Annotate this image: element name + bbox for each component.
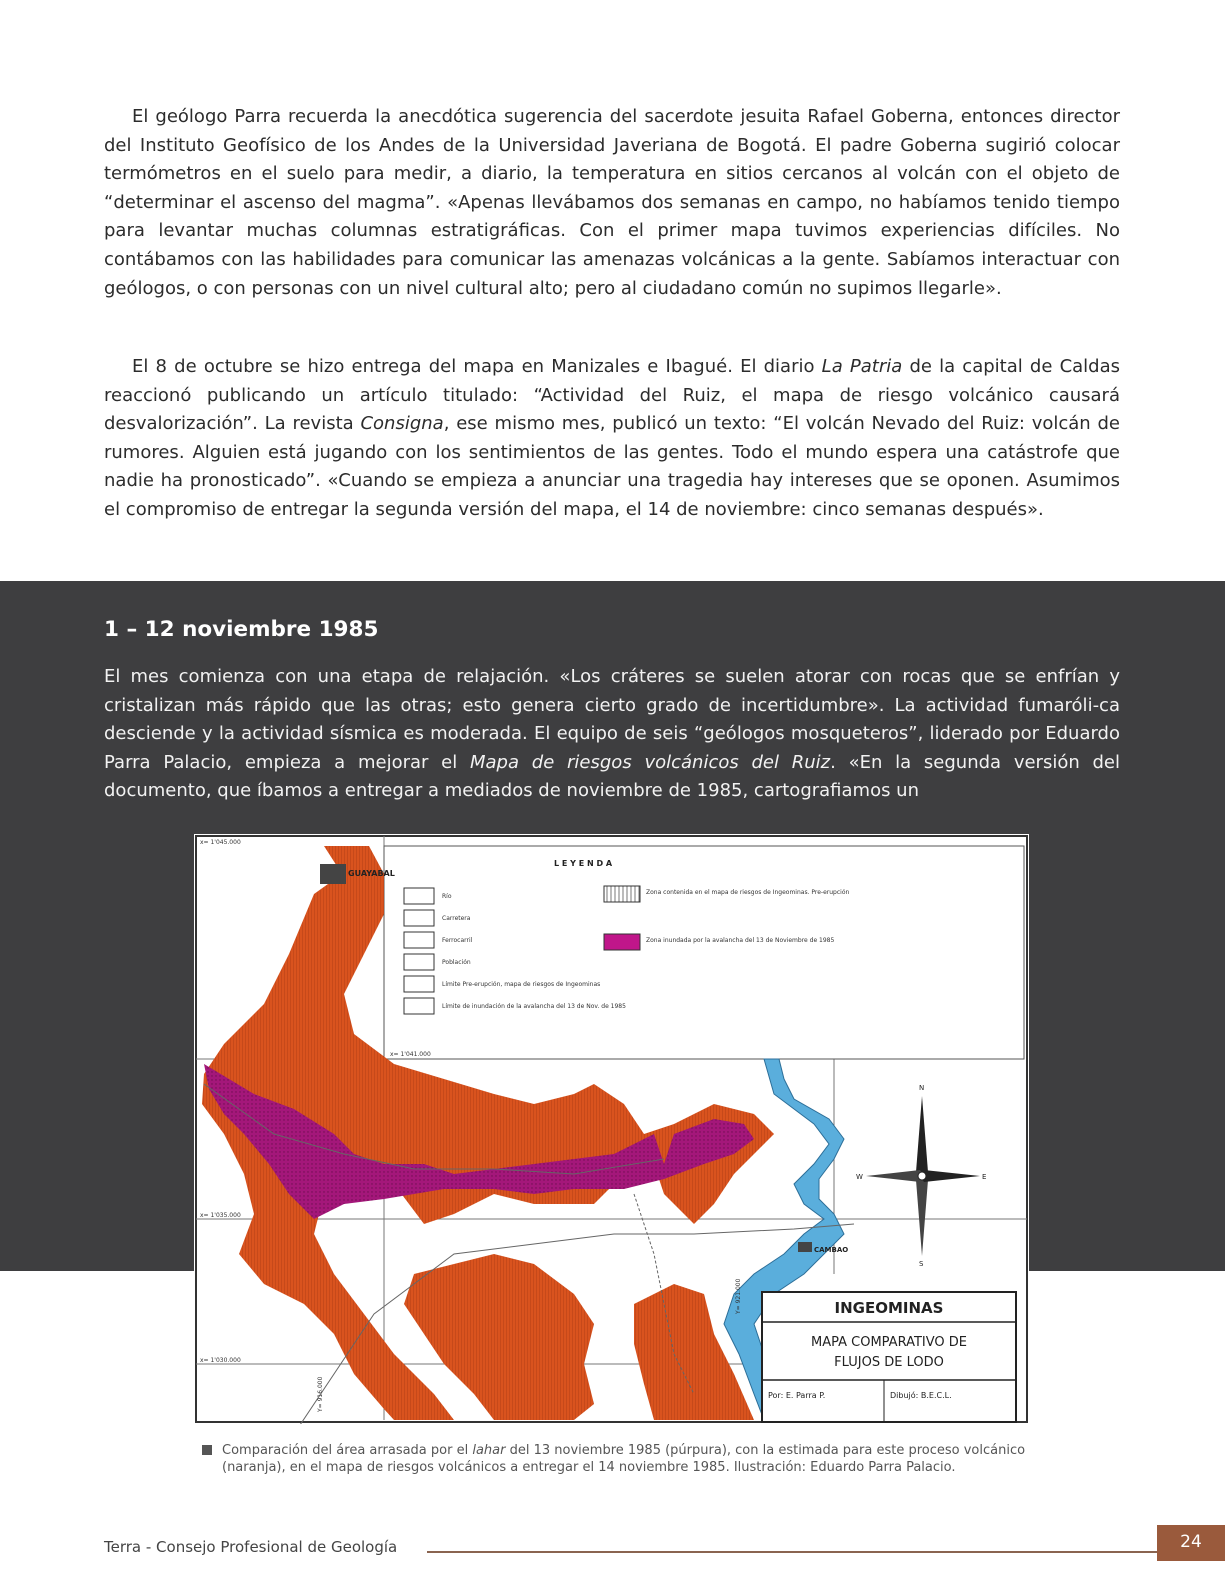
legend-item-river: Río	[442, 893, 452, 900]
map-illustration	[194, 834, 1029, 1424]
coord-label: x= 1'035.000	[200, 1212, 241, 1219]
cambao-town-marker	[798, 1242, 812, 1252]
section-paragraph: El mes comienza con una etapa de relajación. «Los cráteres se suelen atorar con rocas que se enfrían y cristalizan más rápido que las otras; esto genera cierto grado de incertidumbre». La actividad fumaróli-ca desciende y la actividad sísmica es moderada. El equipo de seis “geólogos mosqueteros”, liderado por Eduardo Parra Palacio, empieza a mejorar el Mapa de riesgos volcánicos del Ruiz. «En la segunda versión del documento, que íbamos a entregar a mediados de noviembre de 1985, cartografiamos un	[104, 666, 1120, 802]
title-block-line2: FLUJOS DE LODO	[834, 1355, 944, 1370]
magazine-name: Consigna	[360, 413, 444, 435]
comparative-mudflow-map	[194, 834, 1029, 1424]
coord-label: x= 1'041.000	[390, 1051, 431, 1058]
coord-label: x= 1'030.000	[200, 1357, 241, 1364]
compass-south-label: S	[919, 1260, 924, 1268]
section-heading: 1 – 12 noviembre 1985	[104, 617, 379, 642]
newspaper-name: La Patria	[821, 356, 903, 377]
coord-label: Y= 921.000	[735, 1278, 742, 1314]
legend-zone-pre-eruption: Zona contenida en el mapa de riesgos de Ingeominas. Pre-erupción	[646, 889, 850, 896]
town-label-guayabal: GUAYABAL	[348, 869, 395, 878]
title-block-line1: MAPA COMPARATIVO DE	[811, 1335, 967, 1350]
page-number: 24	[1157, 1525, 1225, 1561]
legend-item-road: Carretera	[442, 915, 471, 922]
title-block-drawn: Dibujó: B.E.C.L.	[890, 1391, 952, 1400]
paragraph-map-delivery: El 8 de octubre se hizo entrega del mapa en Manizales e Ibagué. El diario La Patria de la capital de Caldas reaccionó publicando un artículo titulado: “Actividad del Ruiz, el mapa de riesgo volcánico causará desvalorización”. La revista Consigna, ese mismo mes, publicó un texto: “El volcán Nevado del Ruiz: volcán de rumores. Alguien está jugando con los sentimientos de las gentes. Todo el mundo espera una catástrofe que nadie ha pronosticado”. «Cuando se empieza a anunciar una tragedia hay intereses que se oponen. Asumimos el compromiso de entregar la segunda versión del mapa, el 14 de noviembre: cinco semanas después».	[104, 356, 1121, 520]
legend-item-pre-eruption-limit: Límite Pre-erupción, mapa de riesgos de Ingeominas	[442, 981, 601, 988]
guayabal-town-marker	[320, 864, 346, 884]
town-label-cambao: CAMBAO	[814, 1246, 849, 1254]
compass-north-label: N	[919, 1084, 925, 1092]
title-block-org: INGEOMINAS	[834, 1299, 944, 1317]
coord-label: Y= 916.000	[317, 1376, 324, 1412]
legend-item-railroad: Ferrocarril	[442, 937, 473, 944]
figure-caption: Comparación del área arrasada por el lahar del 13 noviembre 1985 (púrpura), con la estimada para este proceso volcánico (naranja), en el mapa de riesgos volcánicos a entregar el 14 noviembre 1985. Ilustración: Eduardo Parra Palacio.	[202, 1442, 1032, 1476]
title-block-author: Por: E. Parra P.	[768, 1391, 826, 1400]
paragraph-parra-goberna: El geólogo Parra recuerda la anecdótica sugerencia del sacerdote jesuita Rafael Goberna, entonces director del Instituto Geofísico de los Andes de la Universidad Javeriana de Bogotá. El padre Goberna sugirió colocar termómetros en el suelo para medir, a diario, la temperatura en sitios cercanos al volcán con el objeto de “determinar el ascenso del magma”. «Apenas llevábamos dos semanas en campo, no habíamos tenido tiempo para levantar muchas columnas estratigráficas. Con el primer mapa tuvimos experiencias difíciles. No contábamos con las habilidades para comunicar las amenazas volcánicas a la gente. Sabíamos interactuar con geólogos, o con personas con un nivel cultural alto; pero al ciudadano común no supimos llegarle».	[104, 106, 1120, 299]
caption-italic: lahar	[472, 1443, 506, 1458]
caption-bullet-icon	[202, 1445, 212, 1455]
compass-west-label: W	[856, 1173, 863, 1181]
legend-item-flood-limit: Límite de inundación de la avalancha del 13 de Nov. de 1985	[442, 1003, 626, 1010]
footer-publication: Terra - Consejo Profesional de Geología	[104, 1538, 398, 1556]
footer-divider	[427, 1551, 1157, 1553]
map-title-italic: Mapa de riesgos volcánicos del Ruiz	[470, 751, 831, 773]
legend-item-town: Población	[442, 959, 471, 966]
legend-zone-flooded: Zona inundada por la avalancha del 13 de Noviembre de 1985	[646, 937, 835, 944]
legend-title: L E Y E N D A	[554, 859, 613, 868]
compass-east-label: E	[982, 1173, 987, 1181]
coord-label: x= 1'045.000	[200, 839, 241, 846]
